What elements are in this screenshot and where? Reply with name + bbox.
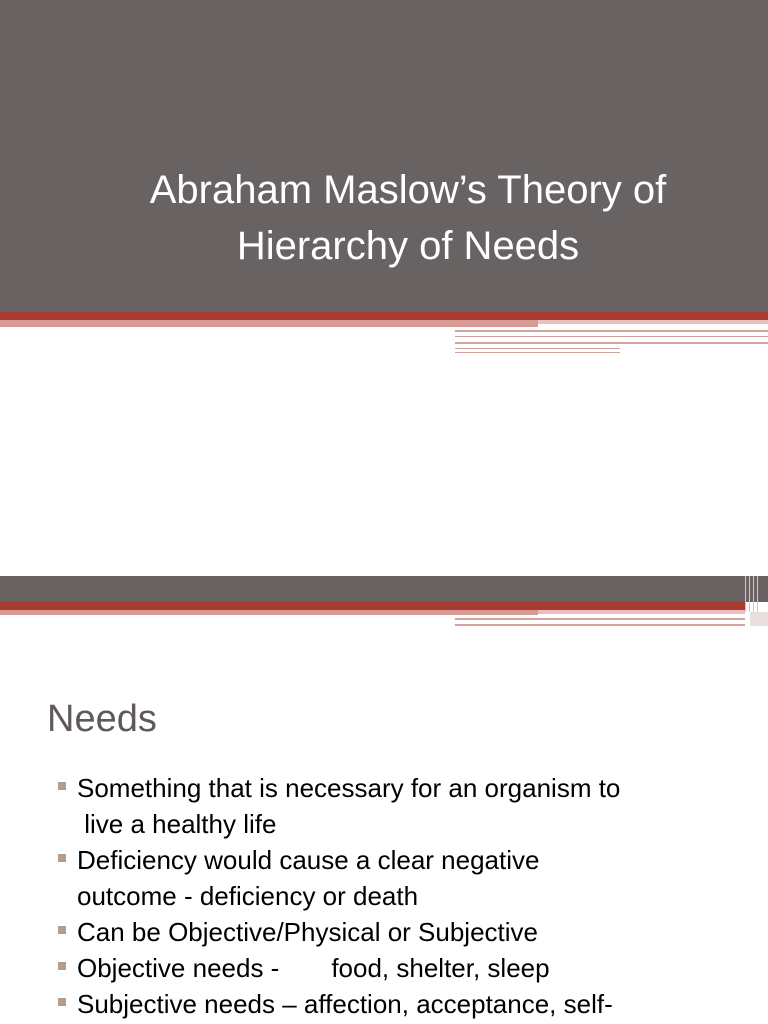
accent-corner <box>750 612 768 626</box>
bullet-text <box>77 986 746 1022</box>
slide-title <box>60 162 756 274</box>
list-item <box>56 950 746 986</box>
accent-bar-light <box>538 610 745 614</box>
bullet-suffix: food, shelter, sleep <box>331 953 550 983</box>
bullet-line: outcome - deficiency or death <box>77 881 419 911</box>
square-bullet-icon <box>58 854 66 862</box>
accent-bar-light <box>538 320 768 324</box>
content-slide-header <box>0 576 768 602</box>
list-item <box>56 986 746 1022</box>
bullet-text <box>77 950 746 986</box>
list-item <box>56 842 746 914</box>
slide-title-line-1: Abraham Maslow’s Theory of <box>149 168 667 212</box>
bullet-line: Deficiency would cause a clear negative <box>77 845 540 875</box>
accent-line <box>455 624 745 626</box>
bullet-text <box>77 770 746 842</box>
edge-line <box>749 576 750 612</box>
accent-bar <box>0 312 768 320</box>
bullet-line: Subjective needs – affection, acceptance, self- <box>77 989 613 1019</box>
square-bullet-icon <box>58 782 66 790</box>
square-bullet-icon <box>58 926 66 934</box>
square-bullet-icon <box>58 962 66 970</box>
accent-bar-secondary <box>0 610 538 615</box>
bullet-line <box>77 950 746 986</box>
edge-line <box>753 576 754 612</box>
accent-bar-secondary <box>0 320 538 327</box>
accent-line <box>455 342 768 344</box>
bullet-line: Can be Objective/Physical or Subjective <box>77 917 539 947</box>
edge-line <box>745 576 746 612</box>
accent-line <box>455 330 768 332</box>
slide-heading: Needs <box>47 698 157 740</box>
slide-title-line-2: Hierarchy of Needs <box>236 224 580 268</box>
bullet-text <box>77 842 746 914</box>
square-bullet-icon <box>58 998 66 1006</box>
bullet-list <box>56 770 746 1022</box>
bullet-line: Something that is necessary for an organism to <box>77 773 621 803</box>
accent-line <box>455 352 620 353</box>
accent-line <box>455 618 745 620</box>
accent-bar <box>0 602 745 610</box>
list-item <box>56 770 746 842</box>
accent-line <box>455 348 620 349</box>
bullet-text <box>77 914 746 950</box>
list-item <box>56 914 746 950</box>
bullet-prefix: Objective needs - <box>77 953 280 983</box>
bullet-line: live a healthy life <box>77 809 277 839</box>
edge-line <box>757 576 758 612</box>
accent-line <box>455 336 768 337</box>
